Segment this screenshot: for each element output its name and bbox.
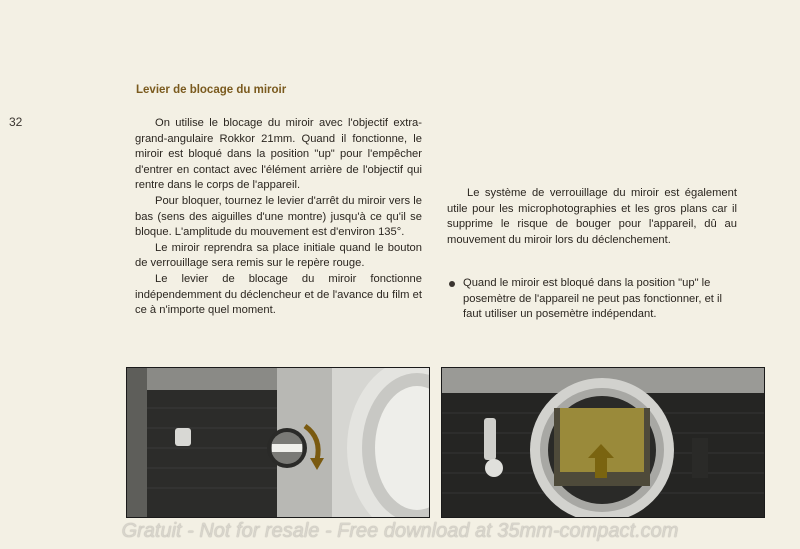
camera-side-illustration [127, 368, 429, 517]
left-column-text [135, 116, 422, 319]
camera-front-illustration [442, 368, 764, 517]
paragraph-mirror-lock-intro: On utilise le blocage du miroir avec l'objectif extra-grand-angulaire Rokkor 21mm. Quand il fonctionne, le miroir est bloqué dans la position "up" pour l'empêcher d'entrer en contact avec l'élément arrière de l'objectif qui rentre dans le corps de l'appareil. [135, 117, 422, 192]
paragraph-how-to-lock: Pour bloquer, tournez le levier d'arrêt du miroir vers le bas (sens des aiguilles d'une montre) jusqu'à ce qu'il se bloque. L'amplitude du mouvement est d'environ 135°. [135, 194, 422, 239]
photo-mirror-locked-up [441, 367, 765, 518]
paragraph-release: Le miroir reprendra sa place initiale quand le bouton de verrouillage sera remis sur le repère rouge. [135, 241, 422, 270]
note-text: Quand le miroir est bloqué dans la position "up" le posemètre de l'appareil ne peut pas fonctionner, et il faut utiliser un posemètre indépendant. [463, 277, 722, 321]
right-column-text [447, 186, 737, 248]
page-number: 32 [9, 115, 23, 129]
note-meter [449, 276, 739, 323]
paragraph-independence: Le levier de blocage du miroir fonctionne indépendemment du déclencheur et de l'avance du film et ce à n'importe quel moment. [135, 272, 422, 317]
section-title: Levier de blocage du miroir [136, 84, 287, 96]
photo-mirror-lock-lever [126, 367, 430, 518]
bullet-icon [449, 281, 455, 287]
watermark: Gratuit - Not for resale - Free download at 35mm-compact.com [121, 520, 679, 542]
paragraph-microphotography: Le système de verrouillage du miroir est également utile pour les microphotographies et les gros plans car il supprime le risque de bouger pour l'appareil, dû au mouvement du miroir lors du déclenchement. [447, 187, 737, 246]
